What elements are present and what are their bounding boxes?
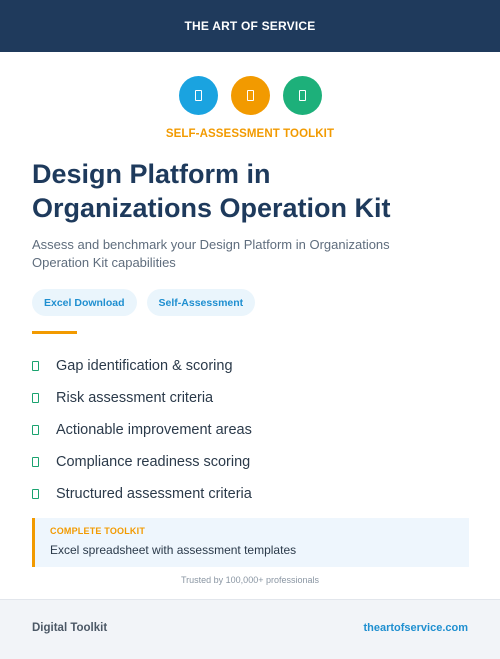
check-icon	[32, 361, 39, 371]
list-item: Structured assessment criteria	[32, 478, 252, 510]
green-circle-icon	[283, 76, 322, 115]
document-icon	[195, 90, 202, 101]
blue-circle-icon	[179, 76, 218, 115]
icon-row	[0, 76, 500, 115]
chip-self-assessment: Self-Assessment	[147, 289, 256, 316]
check-icon	[32, 425, 39, 435]
list-item: Compliance readiness scoring	[32, 446, 252, 478]
page-title	[32, 157, 472, 225]
callout-text: Excel spreadsheet with assessment templates	[50, 543, 297, 557]
list-item: Risk assessment criteria	[32, 382, 252, 414]
toolkit-callout	[32, 518, 469, 567]
footer	[0, 599, 500, 659]
title-line-2: Organizations Operation Kit	[32, 193, 391, 223]
tag-chips	[32, 289, 255, 316]
list-item: Gap identification & scoring	[32, 350, 252, 382]
document-icon	[247, 90, 254, 101]
document-icon	[299, 90, 306, 101]
top-banner	[0, 0, 500, 52]
title-line-1: Design Platform in	[32, 159, 271, 189]
check-icon	[32, 457, 39, 467]
trust-note: Trusted by 100,000+ professionals	[180, 575, 319, 585]
feature-list	[32, 350, 252, 510]
subtitle-line-2: Operation Kit capabilities	[32, 255, 176, 270]
list-item: Actionable improvement areas	[32, 414, 252, 446]
orange-circle-icon	[231, 76, 270, 115]
chip-excel-download: Excel Download	[32, 289, 137, 316]
brand-name: THE ART OF SERVICE	[184, 19, 316, 33]
check-icon	[32, 393, 39, 403]
footer-website-link[interactable]: theartofservice.com	[363, 622, 468, 634]
footer-label: Digital Toolkit	[32, 622, 108, 634]
subtitle	[32, 236, 472, 272]
toolkit-label: SELF-ASSESSMENT TOOLKIT	[165, 128, 335, 140]
accent-divider	[32, 331, 77, 334]
subtitle-line-1: Assess and benchmark your Design Platform in Organizations	[32, 237, 390, 252]
check-icon	[32, 489, 39, 499]
callout-title: COMPLETE TOOLKIT	[50, 526, 146, 536]
